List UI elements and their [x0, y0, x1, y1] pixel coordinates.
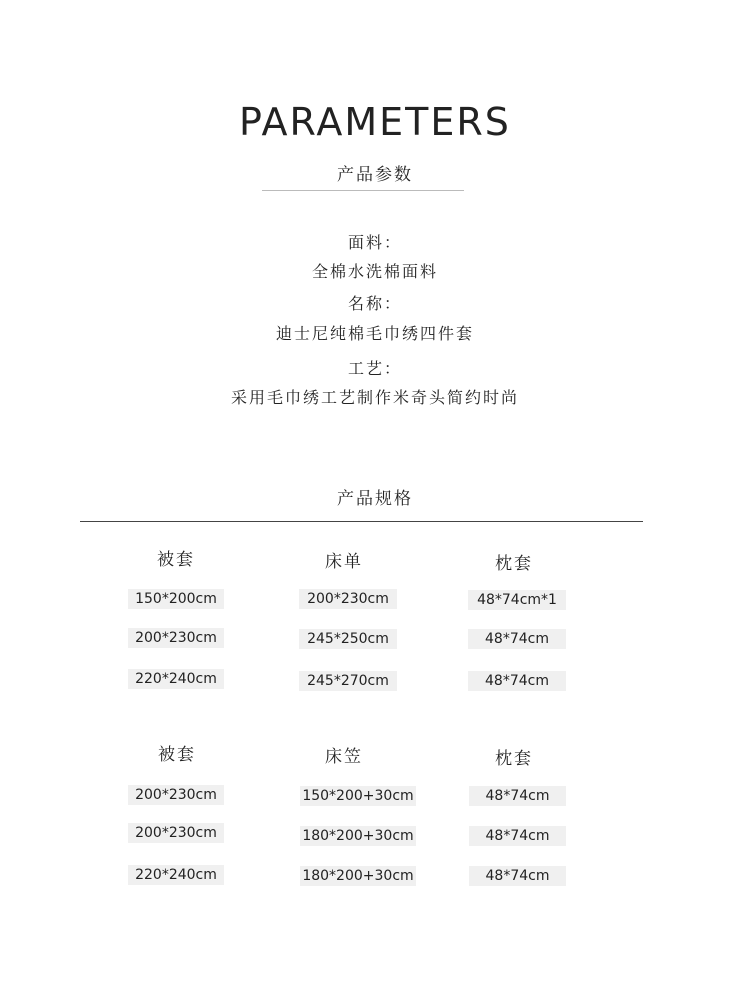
craft-value: 采用毛巾绣工艺制作米奇头简约时尚 — [230, 388, 519, 407]
group2-header-pillowcase: 枕套 — [495, 749, 533, 769]
group2-cell-r2-c2: 180*200+30cm — [300, 826, 416, 846]
page-title: PARAMETERS — [239, 100, 511, 144]
group2-cell-r3-c3: 48*74cm — [469, 866, 566, 886]
group1-header-pillowcase: 枕套 — [495, 554, 533, 574]
group1-cell-r3-c2: 245*270cm — [299, 671, 397, 691]
group1-cell-r1-c2: 200*230cm — [299, 589, 397, 609]
spec-divider — [80, 521, 643, 522]
group1-cell-r2-c3: 48*74cm — [468, 629, 566, 649]
group2-cell-r2-c1: 200*230cm — [128, 823, 224, 843]
group2-header-duvet: 被套 — [158, 745, 196, 765]
group2-cell-r3-c1: 220*240cm — [128, 865, 224, 885]
group2-cell-r1-c1: 200*230cm — [128, 785, 224, 805]
name-value: 迪士尼纯棉毛巾绣四件套 — [275, 324, 474, 343]
group1-cell-r3-c3: 48*74cm — [468, 671, 566, 691]
spec-title: 产品规格 — [337, 489, 413, 509]
group1-cell-r2-c1: 200*230cm — [128, 628, 224, 648]
page-subtitle: 产品参数 — [337, 165, 413, 185]
group1-cell-r2-c2: 245*250cm — [299, 629, 397, 649]
group2-cell-r3-c2: 180*200+30cm — [300, 866, 416, 886]
group2-cell-r2-c3: 48*74cm — [469, 826, 566, 846]
group1-cell-r3-c1: 220*240cm — [128, 669, 224, 689]
group2-cell-r1-c3: 48*74cm — [469, 786, 566, 806]
craft-label: 工艺： — [347, 359, 402, 378]
group1-header-duvet: 被套 — [157, 550, 195, 570]
fabric-label: 面料： — [347, 233, 402, 252]
group1-cell-r1-c3: 48*74cm*1 — [468, 590, 566, 610]
group2-header-fitted-sheet: 床笠 — [325, 747, 363, 767]
fabric-value: 全棉水洗棉面料 — [311, 262, 438, 281]
group1-cell-r1-c1: 150*200cm — [128, 589, 224, 609]
subtitle-divider — [262, 190, 464, 191]
group1-header-sheet: 床单 — [325, 552, 363, 572]
group2-cell-r1-c2: 150*200+30cm — [300, 786, 416, 806]
name-label: 名称： — [347, 294, 402, 313]
